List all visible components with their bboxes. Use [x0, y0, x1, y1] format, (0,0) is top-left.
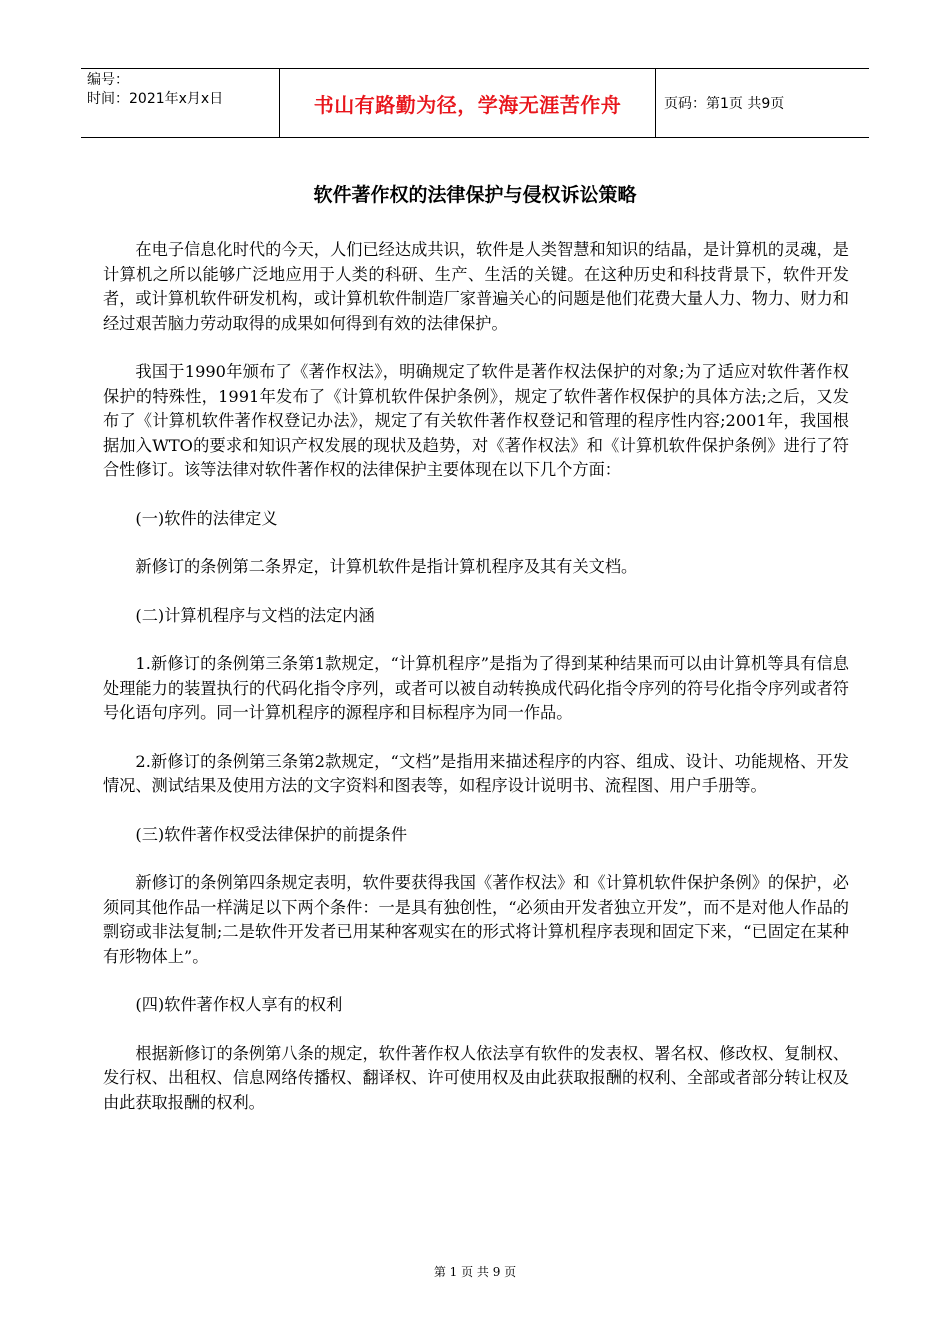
header-motto-cell [280, 69, 656, 137]
page-title: 软件著作权的法律保护与侵权诉讼策略 [313, 184, 637, 206]
section-heading: (二)计算机程序与文档的法定内涵 [135, 605, 375, 625]
paragraph: 新修订的条例第四条规定表明，软件要获得我国《著作权法》和《计算机软件保护条例》的保护，必须同其他作品一样满足以下两个条件：一是具有独创性，“必须由开发者独立开发”，而不是对他人作品的剽窃或非法复制;二是软件开发者已用某种客观实在的形式将计算机程序表现和固定下来，“已固定在某种有形物体上”。 [103, 873, 849, 966]
paragraph: 1.新修订的条例第三条第1款规定，“计算机程序”是指为了得到某种结果而可以由计算机等具有信息处理能力的装置执行的代码化指令序列，或者可以被自动转换成代码化指令序列的符号化指令序列或者符号化语句序列。同一计算机程序的源程序和目标程序为同一作品。 [103, 654, 849, 722]
section-heading: (四)软件著作权人享有的权利 [135, 995, 343, 1014]
header-meta-cell [81, 69, 280, 137]
header-page-cell [656, 69, 869, 137]
number-label: 编号： [87, 72, 129, 88]
paragraph: 新修订的条例第二条界定，计算机软件是指计算机程序及其有关文档。 [135, 557, 638, 576]
motto-text: 书山有路勤为径，学海无涯苦作舟 [313, 92, 622, 117]
document-header [81, 68, 869, 138]
paragraph: 根据新修订的条例第八条的规定，软件著作权人依法享有软件的发表权、署名权、修改权、复制权、发行权、出租权、信息网络传播权、翻译权、许可使用权及由此获取报酬的权利、全部或者部分转让权及由此获取报酬的权利。 [103, 1043, 849, 1112]
paragraph: 我国于1990年颁布了《著作权法》，明确规定了软件是著作权法保护的对象;为了适应对软件著作权保护的特殊性，1991年发布了《计算机软件保护条例》，规定了软件著作权保护的具体方法;之后，又发布了《计算机软件著作权登记办法》，规定了有关软件著作权登记和管理的程序性内容;2001年，我国根据加入WTO的要求和知识产权发展的现状及趋势，对《著作权法》和《计算机软件保护条例》进行了符合性修订。该等法律对软件著作权的法律保护主要体现在以下几个方面： [103, 362, 849, 479]
paragraph: 2.新修订的条例第三条第2款规定，“文档”是指用来描述程序的内容、组成、设计、功能规格、开发情况、测试结果及使用方法的文字资料和图表等，如程序设计说明书、流程图、用户手册等。 [103, 751, 849, 795]
paragraph: 在电子信息化时代的今天，人们已经达成共识，软件是人类智慧和知识的结晶，是计算机的灵魂，是计算机之所以能够广泛地应用于人类的科研、生产、生活的关键。在这种历史和科技背景下，软件开发者，或计算机软件研发机构，或计算机软件制造厂家普遍关心的问题是他们花费大量人力、物力、财力和经过艰苦脑力劳动取得的成果如何得到有效的法律保护。 [103, 240, 849, 333]
section-heading: (一)软件的法律定义 [135, 508, 278, 528]
date-label: 时间：2021年x月x日 [87, 91, 224, 107]
page-footer: 第 1 页 共 9 页 [433, 1265, 517, 1279]
document-body [103, 238, 849, 1139]
section-heading: (三)软件著作权受法律保护的前提条件 [135, 824, 408, 844]
page-info: 页码：第1页 共9页 [664, 96, 785, 112]
